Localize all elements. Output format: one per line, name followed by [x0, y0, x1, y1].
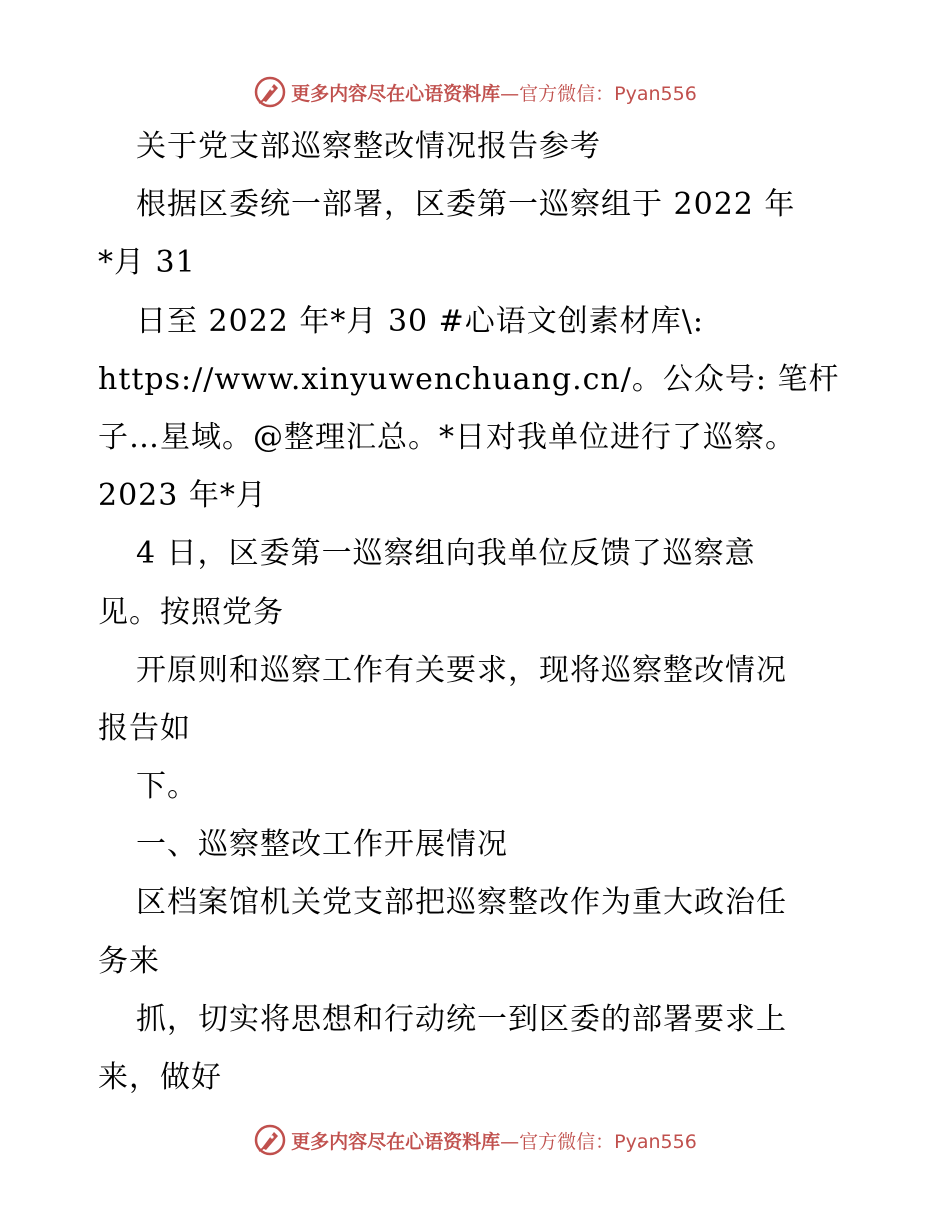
header-banner [0, 72, 950, 112]
document-line: 抓，切实将思想和行动统一到区委的部署要求上 [136, 1001, 787, 1037]
banner-separator: — [500, 82, 520, 105]
banner-wechat-text: 官方微信：Pyan556 [519, 1130, 697, 1153]
document-line: 见。按照党务 [98, 594, 284, 630]
banner-site-text: 更多内容尽在心语资料库 [291, 1130, 501, 1153]
document-line: 一、巡察整改工作开展情况 [136, 827, 508, 863]
document-line: 务来 [98, 943, 160, 979]
fountain-pen-logo-icon [253, 75, 287, 109]
document-line: 报告如 [98, 710, 191, 746]
document-line: 来，做好 [98, 1060, 222, 1095]
document-line: 子…星域。@整理汇总。*日对我单位进行了巡察。 [98, 419, 796, 455]
document-line: 4 日，区委第一巡察组向我单位反馈了巡察意 [136, 536, 756, 572]
document-line: 区档案馆机关党支部把巡察整改作为重大政治任 [136, 885, 787, 921]
document-line: 日至 2022 年*月 30 #心语文创素材库\: [136, 303, 705, 339]
document-line: 开原则和巡察工作有关要求，现将巡察整改情况 [136, 652, 787, 688]
document-line: *月 31 [98, 245, 196, 281]
document-line: 关于党支部巡察整改情况报告参考 [136, 129, 601, 164]
document-line: https://www.xinyuwenchuang.cn/。公众号: 笔杆 [98, 361, 840, 397]
footer-banner [0, 1120, 950, 1160]
fountain-pen-logo-icon [253, 1123, 287, 1157]
banner-wechat-text: 官方微信：Pyan556 [519, 82, 697, 105]
banner-separator: — [500, 1130, 520, 1153]
document-line: 2023 年*月 [98, 478, 267, 514]
document-line: 根据区委统一部署，区委第一巡察组于 2022 年 [136, 187, 796, 223]
banner-site-text: 更多内容尽在心语资料库 [291, 82, 501, 105]
banner-text [291, 1127, 697, 1154]
banner-text [291, 79, 697, 106]
document-body [98, 118, 858, 1107]
document-line: 下。 [136, 769, 198, 805]
